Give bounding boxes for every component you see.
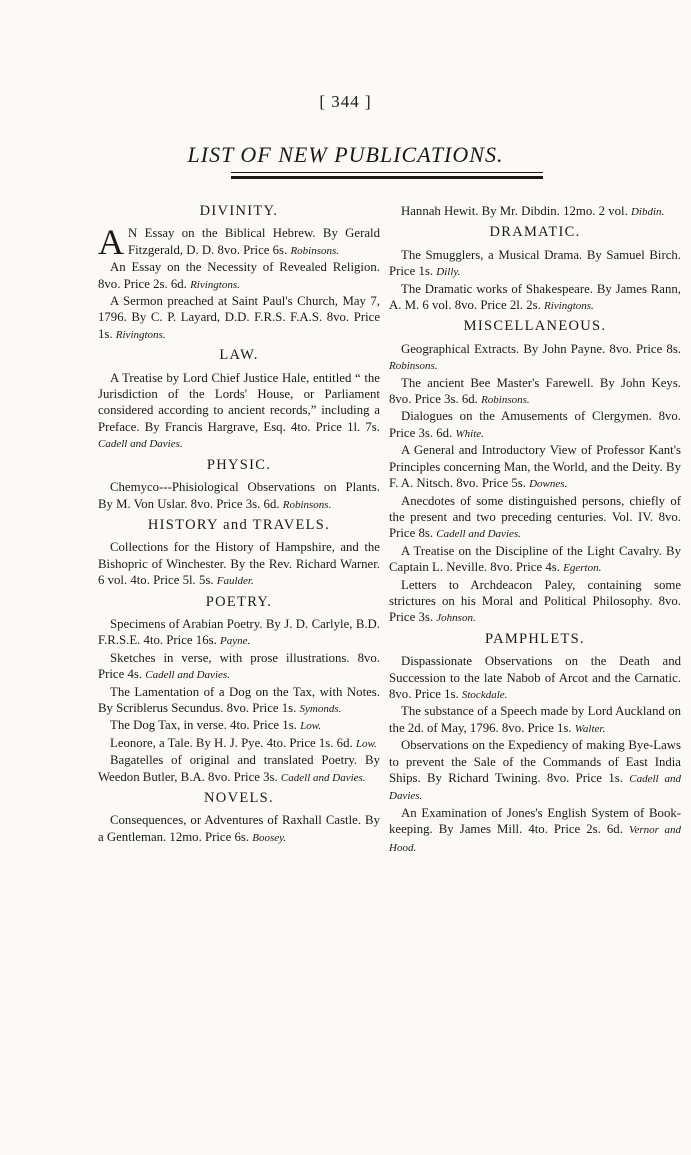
publication-entry [389, 341, 681, 375]
entry-text: The Dramatic works of Shakespeare. By James Rann, A. M. 6 vol. 8vo. Price 2l. 2s. [389, 281, 681, 313]
publication-entry [98, 259, 380, 293]
entry-publisher: Rivingtons. [544, 300, 594, 313]
entry-publisher: Low. [300, 720, 321, 733]
entry-publisher: Rivingtons. [115, 328, 166, 341]
publication-entry [98, 752, 380, 786]
entry-publisher: Johnson. [436, 612, 476, 625]
publication-entry [98, 479, 380, 513]
publication-entry [389, 281, 681, 315]
publication-entry [98, 539, 380, 589]
entry-publisher: Egerton. [563, 562, 602, 575]
publication-entry [98, 293, 380, 343]
publication-entry [98, 812, 380, 846]
entry-publisher: Walter. [574, 722, 606, 735]
section-heading-dramatic: DRAMATIC. [489, 224, 581, 241]
publication-entry [389, 703, 681, 737]
section-heading-law: LAW. [219, 347, 259, 364]
title-rule-thin [231, 172, 543, 173]
entry-publisher: Downes. [529, 478, 568, 491]
section-heading-poetry: POETRY. [205, 593, 273, 610]
entry-publisher: Low. [355, 737, 377, 750]
page-number: [ 344 ] [319, 92, 372, 111]
section-heading-divinity: DIVINITY. [199, 203, 279, 219]
publication-entry [389, 493, 681, 543]
publication-entry [389, 408, 681, 442]
entry-text: A General and Introductory View of Professor Kant's Principles concerning Man, the World, and the Deity. By F. A. Nitsch. 8vo. Price 5s. [389, 443, 681, 491]
entry-text: Anecdotes of some distinguished persons, chiefly of the present and two preceding centuries. Vol. IV. 8vo. Price 8s. [389, 493, 681, 541]
publication-entry [389, 737, 681, 805]
entry-text: The Dog Tax, in verse. 4to. Price 1s. [110, 718, 297, 733]
entry-text: The ancient Bee Master's Farewell. By John Keys. 8vo. Price 3s. 6d. [389, 375, 681, 407]
section-heading-novels: NOVELS. [204, 790, 274, 806]
entry-publisher: Rivingtons. [190, 278, 240, 291]
entry-text: A Treatise by Lord Chief Justice Hale, entitled “ the Jurisdiction of the Lords' House, or Parliament considered according to ancient records,” including a Preface. By Francis Hargrave, Esq. 4to. Price 1l. 7s. [98, 370, 380, 434]
publication-entry [389, 375, 681, 409]
entry-publisher: Faulder. [216, 575, 254, 588]
left-column [98, 203, 380, 846]
publication-entry [98, 222, 380, 263]
entry-publisher: Vernor and Hood. [389, 824, 681, 854]
entry-text: Specimens of Arabian Poetry. By J. D. Carlyle, B.D. F.R.S.E. 4to. Price 16s. [98, 616, 380, 648]
publication-entry [98, 616, 380, 650]
entry-publisher: Robinsons. [389, 360, 438, 373]
section-heading-pamphlets: PAMPHLETS. [485, 630, 585, 647]
entry-text: Letters to Archdeacon Paley, containing some strictures on his Moral and Political Philosophy. 8vo. Price 3s. [389, 577, 681, 625]
section-heading-miscellaneous: MISCELLANEOUS. [463, 318, 607, 335]
entry-publisher: Robinsons. [282, 498, 332, 511]
title-rule-thick [231, 176, 543, 179]
entry-publisher: Boosey. [252, 831, 287, 844]
entry-publisher: Cadell and Davies. [389, 773, 681, 803]
entry-text: The Lamentation of a Dog on the Tax, with Notes. By Scriblerus Secundus. 8vo. Price 1s. [98, 684, 380, 715]
publication-entry [389, 653, 681, 703]
entry-publisher: Dilly. [436, 266, 461, 279]
publication-entry [98, 684, 380, 718]
entry-text: Dispassionate Observations on the Death and Succession to the late Nabob of Arcot and the Carnatic. 8vo. Price 1s. [389, 654, 681, 701]
entry-text: A Sermon preached at Saint Paul's Church, May 7, 1796. By C. P. Layard, D.D. F.R.S. F.A.S. 8vo. Price 1s. [98, 294, 380, 341]
entry-text: Leonore, a Tale. By H. J. Pye. 4to. Price 1s. 6d. [110, 735, 353, 750]
entry-text: Collections for the History of Hampshire, and the Bishopric of Winchester. By the Rev. Richard Warner. 6 vol. 4to. Price 5l. 5s. [98, 540, 380, 588]
entry-text: Consequences, or Adventures of Raxhall Castle. By a Gentleman. 12mo. Price 6s. [98, 813, 380, 844]
entry-publisher: Cadell and Davies. [436, 528, 521, 541]
drop-cap: A [98, 222, 124, 263]
section-heading-physic: PHYSIC. [206, 456, 272, 473]
entry-text: An Examination of Jones's English System of Book-keeping. By James Mill. 4to. Price 2s. 6d. [389, 805, 681, 837]
entry-text: Bagatelles of original and translated Poetry. By Weedon Butler, B.A. 8vo. Price 3s. [98, 753, 380, 784]
entry-publisher: Robinsons. [481, 394, 530, 407]
entry-text: Dialogues on the Amusements of Clergymen. 8vo. Price 3s. 6d. [389, 409, 681, 440]
right-column [389, 203, 681, 856]
entry-text: Geographical Extracts. By John Payne. 8vo. Price 8s. [401, 341, 681, 356]
entry-publisher: Cadell and Davies. [98, 438, 183, 451]
section-heading-history-travels: HISTORY and TRAVELS. [147, 516, 331, 533]
publication-entry [389, 577, 681, 627]
publication-entry [98, 717, 380, 734]
entry-text: The Smugglers, a Musical Drama. By Samuel Birch. Price 1s. [389, 247, 681, 279]
entry-text: The substance of a Speech made by Lord Auckland on the 2d. of May, 1796. 8vo. Price 1s. [389, 704, 681, 735]
publication-entry [389, 543, 681, 577]
entry-publisher: White. [455, 427, 484, 440]
entry-publisher: Symonds. [299, 702, 342, 715]
publication-entry [98, 370, 380, 453]
entry-text: A Treatise on the Discipline of the Light Cavalry. By Captain L. Neville. 8vo. Price 4s. [389, 543, 681, 575]
entry-publisher: Robinsons. [290, 244, 340, 257]
entry-text: Observations on the Expediency of making Bye-Laws to prevent the Sale of the Commands of East India Ships. By Richard Twining. 8vo. Price 1s. [389, 738, 681, 785]
entry-publisher: Cadell and Davies. [145, 669, 230, 682]
entry-publisher: Payne. [219, 635, 251, 648]
publication-entry [98, 650, 380, 684]
page-title: LIST OF NEW PUBLICATIONS. [187, 142, 504, 167]
entry-text: An Essay on the Necessity of Revealed Religion. 8vo. Price 2s. 6d. [98, 260, 380, 291]
entry-text: Chemyco---Phisiological Observations on Plants. By M. Von Uslar. 8vo. Price 3s. 6d. [98, 480, 380, 511]
publication-entry [389, 442, 681, 492]
entry-text: Sketches in verse, with prose illustrations. 8vo. Price 4s. [98, 650, 380, 682]
publication-entry [98, 735, 380, 752]
entry-publisher: Cadell and Davies. [280, 771, 366, 784]
publication-entry [389, 247, 681, 281]
entry-text: N Essay on the Biblical Hebrew. By Gerald Fitzgerald, D. D. 8vo. Price 6s. [128, 226, 380, 257]
entry-text: Hannah Hewit. By Mr. Dibdin. 12mo. 2 vol. [401, 204, 628, 218]
entry-publisher: Stockdale. [461, 688, 508, 701]
entry-publisher: Dibdin. [630, 206, 665, 218]
publication-entry [389, 805, 681, 856]
publication-entry [389, 203, 681, 220]
